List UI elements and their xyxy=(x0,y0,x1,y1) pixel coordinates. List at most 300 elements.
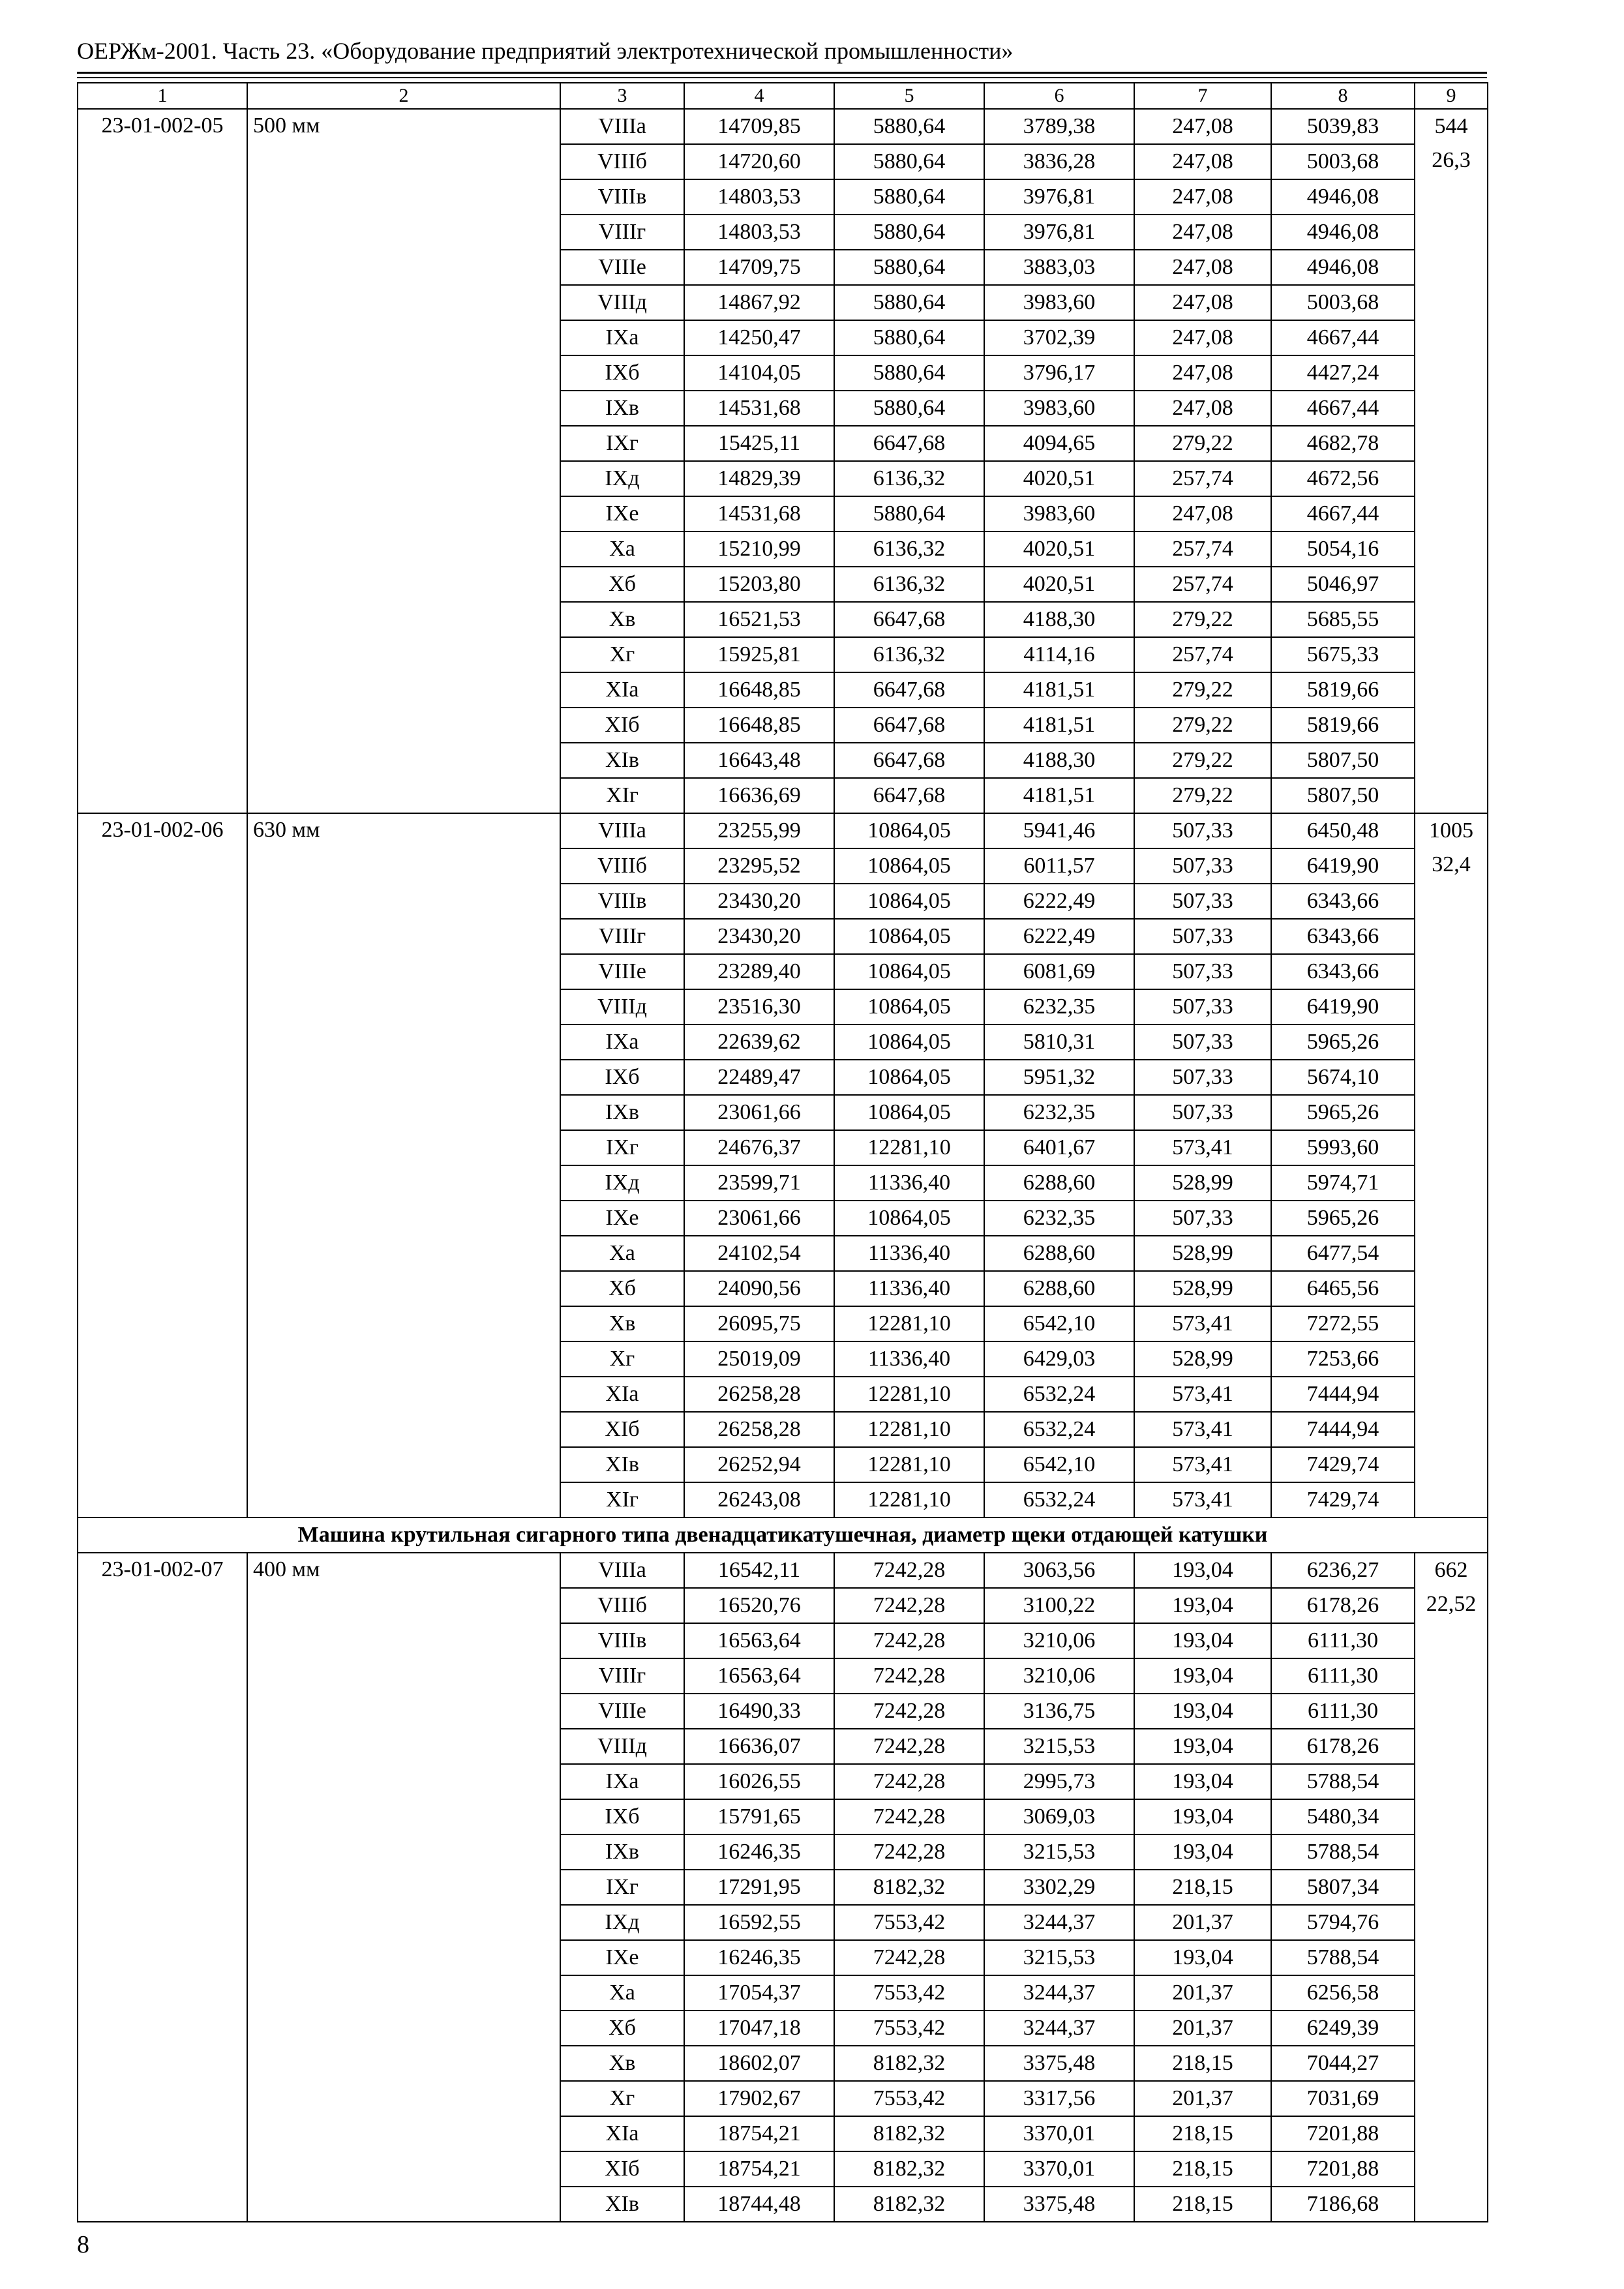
materials-cell: 4667,44 xyxy=(1271,391,1415,426)
zone-cell: XIa xyxy=(560,2116,684,2151)
total-cost-cell: 14104,05 xyxy=(684,355,834,391)
machinist-wages-cell: 193,04 xyxy=(1134,1553,1271,1588)
zone-cell: VIIIб xyxy=(560,1588,684,1623)
wages-cell: 7242,28 xyxy=(834,1764,984,1799)
total-cost-cell: 24090,56 xyxy=(684,1271,834,1306)
machinist-wages-cell: 201,37 xyxy=(1134,2081,1271,2116)
materials-cell: 5788,54 xyxy=(1271,1940,1415,1975)
machinist-wages-cell: 247,08 xyxy=(1134,391,1271,426)
materials-cell: 6477,54 xyxy=(1271,1236,1415,1271)
machinist-wages-cell: 528,99 xyxy=(1134,1165,1271,1201)
zone-cell: VIIIг xyxy=(560,919,684,954)
machinist-wages-cell: 573,41 xyxy=(1134,1130,1271,1165)
materials-cell: 6111,30 xyxy=(1271,1623,1415,1658)
machines-cell: 3976,81 xyxy=(984,179,1134,215)
total-cost-cell: 16542,11 xyxy=(684,1553,834,1588)
materials-cell: 4672,56 xyxy=(1271,461,1415,496)
wages-cell: 5880,64 xyxy=(834,144,984,179)
zone-cell: IXв xyxy=(560,391,684,426)
machines-cell: 3883,03 xyxy=(984,250,1134,285)
materials-cell: 6256,58 xyxy=(1271,1975,1415,2011)
wages-cell: 10864,05 xyxy=(834,1025,984,1060)
machinist-wages-cell: 247,08 xyxy=(1134,285,1271,320)
zone-cell: XIг xyxy=(560,1482,684,1518)
wages-cell: 5880,64 xyxy=(834,179,984,215)
materials-cell: 5807,50 xyxy=(1271,778,1415,813)
zone-cell: XIг xyxy=(560,778,684,813)
machinist-wages-cell: 507,33 xyxy=(1134,954,1271,989)
zone-cell: IXб xyxy=(560,1799,684,1834)
wages-cell: 5880,64 xyxy=(834,391,984,426)
wages-cell: 8182,32 xyxy=(834,2116,984,2151)
total-cost-cell: 23289,40 xyxy=(684,954,834,989)
labor-grade-value: 26,3 xyxy=(1432,148,1471,172)
total-cost-cell: 16643,48 xyxy=(684,743,834,778)
zone-cell: IXг xyxy=(560,1870,684,1905)
wages-cell: 10864,05 xyxy=(834,884,984,919)
column-number-row xyxy=(78,83,1488,109)
materials-cell: 5807,34 xyxy=(1271,1870,1415,1905)
machines-cell: 4114,16 xyxy=(984,637,1134,672)
machines-cell: 6401,67 xyxy=(984,1130,1134,1165)
wages-cell: 5880,64 xyxy=(834,320,984,355)
column-number: 8 xyxy=(1271,83,1415,109)
column-number: 2 xyxy=(247,83,560,109)
machines-cell: 2995,73 xyxy=(984,1764,1134,1799)
machinist-wages-cell: 507,33 xyxy=(1134,989,1271,1025)
materials-cell: 5965,26 xyxy=(1271,1201,1415,1236)
machines-cell: 4181,51 xyxy=(984,708,1134,743)
machinist-wages-cell: 218,15 xyxy=(1134,2187,1271,2222)
materials-cell: 5054,16 xyxy=(1271,531,1415,567)
machines-cell: 6532,24 xyxy=(984,1412,1134,1447)
machines-cell: 3215,53 xyxy=(984,1940,1134,1975)
machinist-wages-cell: 279,22 xyxy=(1134,602,1271,637)
wages-cell: 12281,10 xyxy=(834,1412,984,1447)
machines-cell: 3100,22 xyxy=(984,1588,1134,1623)
total-cost-cell: 25019,09 xyxy=(684,1341,834,1377)
machines-cell: 6288,60 xyxy=(984,1165,1134,1201)
materials-cell: 6249,39 xyxy=(1271,2011,1415,2046)
total-cost-cell: 16521,53 xyxy=(684,602,834,637)
wages-cell: 7242,28 xyxy=(834,1623,984,1658)
column-number: 4 xyxy=(684,83,834,109)
machinist-wages-cell: 528,99 xyxy=(1134,1236,1271,1271)
total-cost-cell: 23430,20 xyxy=(684,919,834,954)
wages-cell: 7242,28 xyxy=(834,1799,984,1834)
materials-cell: 7444,94 xyxy=(1271,1412,1415,1447)
column-number: 7 xyxy=(1134,83,1271,109)
wages-cell: 10864,05 xyxy=(834,919,984,954)
zone-cell: Xa xyxy=(560,1975,684,2011)
machines-cell: 3215,53 xyxy=(984,1729,1134,1764)
section-title: Машина крутильная сигарного типа двенадцатикатушечная, диаметр щеки отдающей катушки xyxy=(78,1518,1488,1553)
zone-cell: VIIIе xyxy=(560,250,684,285)
zone-cell: Xб xyxy=(560,567,684,602)
machines-cell: 4181,51 xyxy=(984,672,1134,708)
machinist-wages-cell: 247,08 xyxy=(1134,144,1271,179)
total-cost-cell: 22489,47 xyxy=(684,1060,834,1095)
wages-cell: 5880,64 xyxy=(834,215,984,250)
column-number: 9 xyxy=(1415,83,1488,109)
zone-cell: VIIIе xyxy=(560,954,684,989)
total-cost-cell: 16563,64 xyxy=(684,1658,834,1694)
machines-cell: 3210,06 xyxy=(984,1658,1134,1694)
total-cost-cell: 16490,33 xyxy=(684,1694,834,1729)
total-cost-cell: 15925,81 xyxy=(684,637,834,672)
column-number: 3 xyxy=(560,83,684,109)
zone-cell: Xв xyxy=(560,2046,684,2081)
wages-cell: 7553,42 xyxy=(834,2011,984,2046)
materials-cell: 6450,48 xyxy=(1271,813,1415,848)
table-row xyxy=(78,1553,1488,1588)
machines-cell: 3244,37 xyxy=(984,1975,1134,2011)
wages-cell: 7242,28 xyxy=(834,1553,984,1588)
wages-cell: 7553,42 xyxy=(834,2081,984,2116)
machinist-wages-cell: 507,33 xyxy=(1134,884,1271,919)
machinist-wages-cell: 507,33 xyxy=(1134,1025,1271,1060)
wages-cell: 6647,68 xyxy=(834,778,984,813)
materials-cell: 5039,83 xyxy=(1271,109,1415,144)
machines-cell: 5810,31 xyxy=(984,1025,1134,1060)
wages-cell: 7242,28 xyxy=(834,1940,984,1975)
machines-cell: 3244,37 xyxy=(984,2011,1134,2046)
machinist-wages-cell: 218,15 xyxy=(1134,1870,1271,1905)
machines-cell: 6288,60 xyxy=(984,1271,1134,1306)
wages-cell: 5880,64 xyxy=(834,250,984,285)
materials-cell: 5788,54 xyxy=(1271,1834,1415,1870)
machines-cell: 6232,35 xyxy=(984,1095,1134,1130)
wages-cell: 11336,40 xyxy=(834,1165,984,1201)
wages-cell: 6647,68 xyxy=(834,602,984,637)
machines-cell: 4020,51 xyxy=(984,531,1134,567)
labor-hours-value: 662 xyxy=(1434,1558,1468,1582)
total-cost-cell: 23430,20 xyxy=(684,884,834,919)
wages-cell: 8182,32 xyxy=(834,1870,984,1905)
zone-cell: VIIIв xyxy=(560,179,684,215)
total-cost-cell: 26095,75 xyxy=(684,1306,834,1341)
machines-cell: 3789,38 xyxy=(984,109,1134,144)
wages-cell: 12281,10 xyxy=(834,1377,984,1412)
wages-cell: 7242,28 xyxy=(834,1694,984,1729)
zone-cell: Xв xyxy=(560,602,684,637)
labor-hours-value: 544 xyxy=(1434,114,1468,138)
total-cost-cell: 15210,99 xyxy=(684,531,834,567)
zone-cell: Xг xyxy=(560,2081,684,2116)
machines-cell: 6542,10 xyxy=(984,1447,1134,1482)
wages-cell: 10864,05 xyxy=(834,813,984,848)
materials-cell: 5974,71 xyxy=(1271,1165,1415,1201)
machinist-wages-cell: 257,74 xyxy=(1134,637,1271,672)
machines-cell: 6232,35 xyxy=(984,989,1134,1025)
total-cost-cell: 16636,69 xyxy=(684,778,834,813)
zone-cell: VIIIa xyxy=(560,109,684,144)
materials-cell: 5965,26 xyxy=(1271,1025,1415,1060)
total-cost-cell: 14709,85 xyxy=(684,109,834,144)
wages-cell: 8182,32 xyxy=(834,2187,984,2222)
zone-cell: IXв xyxy=(560,1095,684,1130)
machinist-wages-cell: 507,33 xyxy=(1134,848,1271,884)
machinist-wages-cell: 218,15 xyxy=(1134,2046,1271,2081)
machinist-wages-cell: 247,08 xyxy=(1134,215,1271,250)
table-row xyxy=(78,109,1488,144)
total-cost-cell: 14250,47 xyxy=(684,320,834,355)
zone-cell: VIIIб xyxy=(560,848,684,884)
total-cost-cell: 16648,85 xyxy=(684,708,834,743)
materials-cell: 5965,26 xyxy=(1271,1095,1415,1130)
machines-cell: 6288,60 xyxy=(984,1236,1134,1271)
wages-cell: 7242,28 xyxy=(834,1658,984,1694)
total-cost-cell: 26243,08 xyxy=(684,1482,834,1518)
wages-cell: 11336,40 xyxy=(834,1271,984,1306)
machinist-wages-cell: 573,41 xyxy=(1134,1482,1271,1518)
wages-cell: 7242,28 xyxy=(834,1588,984,1623)
column-number: 6 xyxy=(984,83,1134,109)
header-rule-thin xyxy=(77,77,1487,78)
machines-cell: 5941,46 xyxy=(984,813,1134,848)
position-code: 23-01-002-06 xyxy=(78,813,247,1518)
total-cost-cell: 23061,66 xyxy=(684,1201,834,1236)
zone-cell: IXa xyxy=(560,320,684,355)
machinist-wages-cell: 507,33 xyxy=(1134,1060,1271,1095)
wages-cell: 6136,32 xyxy=(834,567,984,602)
total-cost-cell: 18602,07 xyxy=(684,2046,834,2081)
wages-cell: 12281,10 xyxy=(834,1447,984,1482)
machinist-wages-cell: 193,04 xyxy=(1134,1764,1271,1799)
wages-cell: 10864,05 xyxy=(834,1095,984,1130)
wages-cell: 5880,64 xyxy=(834,355,984,391)
machines-cell: 3375,48 xyxy=(984,2046,1134,2081)
zone-cell: VIIIa xyxy=(560,1553,684,1588)
materials-cell: 7272,55 xyxy=(1271,1306,1415,1341)
machines-cell: 4094,65 xyxy=(984,426,1134,461)
wages-cell: 10864,05 xyxy=(834,1060,984,1095)
wages-cell: 5880,64 xyxy=(834,285,984,320)
machinist-wages-cell: 247,08 xyxy=(1134,355,1271,391)
materials-cell: 6343,66 xyxy=(1271,954,1415,989)
machinist-wages-cell: 573,41 xyxy=(1134,1377,1271,1412)
zone-cell: IXе xyxy=(560,496,684,531)
materials-cell: 5003,68 xyxy=(1271,144,1415,179)
machines-cell: 4188,30 xyxy=(984,602,1134,637)
materials-cell: 4667,44 xyxy=(1271,320,1415,355)
materials-cell: 7429,74 xyxy=(1271,1482,1415,1518)
total-cost-cell: 16246,35 xyxy=(684,1940,834,1975)
machinist-wages-cell: 279,22 xyxy=(1134,672,1271,708)
machines-cell: 3069,03 xyxy=(984,1799,1134,1834)
total-cost-cell: 18754,21 xyxy=(684,2116,834,2151)
total-cost-cell: 14531,68 xyxy=(684,496,834,531)
machinist-wages-cell: 193,04 xyxy=(1134,1834,1271,1870)
machinist-wages-cell: 507,33 xyxy=(1134,1201,1271,1236)
materials-cell: 7429,74 xyxy=(1271,1447,1415,1482)
total-cost-cell: 23061,66 xyxy=(684,1095,834,1130)
labor-grade-value: 22,52 xyxy=(1426,1592,1477,1616)
machinist-wages-cell: 193,04 xyxy=(1134,1694,1271,1729)
materials-cell: 5993,60 xyxy=(1271,1130,1415,1165)
labor-cell xyxy=(1415,813,1488,1518)
table-body xyxy=(78,83,1488,2222)
zone-cell: IXг xyxy=(560,426,684,461)
total-cost-cell: 14867,92 xyxy=(684,285,834,320)
total-cost-cell: 15425,11 xyxy=(684,426,834,461)
materials-cell: 5794,76 xyxy=(1271,1905,1415,1940)
total-cost-cell: 15203,80 xyxy=(684,567,834,602)
materials-cell: 6178,26 xyxy=(1271,1729,1415,1764)
materials-cell: 5819,66 xyxy=(1271,708,1415,743)
machinist-wages-cell: 573,41 xyxy=(1134,1412,1271,1447)
machines-cell: 6429,03 xyxy=(984,1341,1134,1377)
total-cost-cell: 16648,85 xyxy=(684,672,834,708)
machinist-wages-cell: 507,33 xyxy=(1134,1095,1271,1130)
machines-cell: 3210,06 xyxy=(984,1623,1134,1658)
machines-cell: 6532,24 xyxy=(984,1482,1134,1518)
materials-cell: 6419,90 xyxy=(1271,848,1415,884)
machines-cell: 3136,75 xyxy=(984,1694,1134,1729)
zone-cell: VIIIг xyxy=(560,215,684,250)
materials-cell: 6343,66 xyxy=(1271,884,1415,919)
materials-cell: 6111,30 xyxy=(1271,1694,1415,1729)
machines-cell: 6222,49 xyxy=(984,884,1134,919)
materials-cell: 4946,08 xyxy=(1271,179,1415,215)
total-cost-cell: 14803,53 xyxy=(684,179,834,215)
labor-hours-value: 1005 xyxy=(1429,818,1473,843)
total-cost-cell: 15791,65 xyxy=(684,1799,834,1834)
machines-cell: 6222,49 xyxy=(984,919,1134,954)
position-code: 23-01-002-07 xyxy=(78,1553,247,2222)
wages-cell: 7553,42 xyxy=(834,1975,984,2011)
wages-cell: 5880,64 xyxy=(834,496,984,531)
wages-cell: 6136,32 xyxy=(834,637,984,672)
machines-cell: 4181,51 xyxy=(984,778,1134,813)
machinist-wages-cell: 279,22 xyxy=(1134,426,1271,461)
machinist-wages-cell: 247,08 xyxy=(1134,250,1271,285)
zone-cell: XIв xyxy=(560,1447,684,1482)
total-cost-cell: 16520,76 xyxy=(684,1588,834,1623)
total-cost-cell: 16592,55 xyxy=(684,1905,834,1940)
machinist-wages-cell: 257,74 xyxy=(1134,567,1271,602)
machines-cell: 3063,56 xyxy=(984,1553,1134,1588)
wages-cell: 10864,05 xyxy=(834,848,984,884)
machines-cell: 4020,51 xyxy=(984,461,1134,496)
position-name: 630 мм xyxy=(247,813,560,1518)
zone-cell: VIIIд xyxy=(560,1729,684,1764)
materials-cell: 7044,27 xyxy=(1271,2046,1415,2081)
total-cost-cell: 24102,54 xyxy=(684,1236,834,1271)
wages-cell: 12281,10 xyxy=(834,1130,984,1165)
zone-cell: IXг xyxy=(560,1130,684,1165)
machinist-wages-cell: 279,22 xyxy=(1134,743,1271,778)
machinist-wages-cell: 247,08 xyxy=(1134,109,1271,144)
machines-cell: 3983,60 xyxy=(984,496,1134,531)
materials-cell: 4427,24 xyxy=(1271,355,1415,391)
labor-grade-value: 32,4 xyxy=(1432,852,1471,876)
machines-cell: 3983,60 xyxy=(984,285,1134,320)
machines-cell: 3702,39 xyxy=(984,320,1134,355)
total-cost-cell: 23295,52 xyxy=(684,848,834,884)
zone-cell: Xa xyxy=(560,531,684,567)
machinist-wages-cell: 528,99 xyxy=(1134,1271,1271,1306)
position-name: 500 мм xyxy=(247,109,560,813)
machinist-wages-cell: 573,41 xyxy=(1134,1306,1271,1341)
total-cost-cell: 14803,53 xyxy=(684,215,834,250)
page-header: ОЕРЖм-2001. Часть 23. «Оборудование предприятий электротехнической промышленности» xyxy=(77,38,1014,64)
materials-cell: 5819,66 xyxy=(1271,672,1415,708)
materials-cell: 5685,55 xyxy=(1271,602,1415,637)
materials-cell: 5807,50 xyxy=(1271,743,1415,778)
machinist-wages-cell: 247,08 xyxy=(1134,179,1271,215)
zone-cell: Xa xyxy=(560,1236,684,1271)
wages-cell: 5880,64 xyxy=(834,109,984,144)
total-cost-cell: 17054,37 xyxy=(684,1975,834,2011)
zone-cell: IXб xyxy=(560,355,684,391)
zone-cell: XIб xyxy=(560,708,684,743)
zone-cell: IXе xyxy=(560,1940,684,1975)
materials-cell: 4946,08 xyxy=(1271,215,1415,250)
materials-cell: 7444,94 xyxy=(1271,1377,1415,1412)
price-table xyxy=(77,82,1488,2222)
machinist-wages-cell: 279,22 xyxy=(1134,778,1271,813)
total-cost-cell: 16026,55 xyxy=(684,1764,834,1799)
materials-cell: 7201,88 xyxy=(1271,2116,1415,2151)
machinist-wages-cell: 218,15 xyxy=(1134,2151,1271,2187)
machinist-wages-cell: 528,99 xyxy=(1134,1341,1271,1377)
wages-cell: 7242,28 xyxy=(834,1834,984,1870)
machines-cell: 3370,01 xyxy=(984,2151,1134,2187)
machines-cell: 3370,01 xyxy=(984,2116,1134,2151)
machinist-wages-cell: 247,08 xyxy=(1134,496,1271,531)
total-cost-cell: 16563,64 xyxy=(684,1623,834,1658)
zone-cell: VIIIв xyxy=(560,1623,684,1658)
zone-cell: VIIIб xyxy=(560,144,684,179)
table-row xyxy=(78,813,1488,848)
materials-cell: 7201,88 xyxy=(1271,2151,1415,2187)
materials-cell: 6178,26 xyxy=(1271,1588,1415,1623)
wages-cell: 6136,32 xyxy=(834,531,984,567)
total-cost-cell: 22639,62 xyxy=(684,1025,834,1060)
total-cost-cell: 14709,75 xyxy=(684,250,834,285)
materials-cell: 5480,34 xyxy=(1271,1799,1415,1834)
machinist-wages-cell: 193,04 xyxy=(1134,1940,1271,1975)
wages-cell: 10864,05 xyxy=(834,1201,984,1236)
zone-cell: VIIIг xyxy=(560,1658,684,1694)
zone-cell: IXд xyxy=(560,461,684,496)
zone-cell: IXе xyxy=(560,1201,684,1236)
labor-cell xyxy=(1415,1553,1488,2222)
zone-cell: VIIIе xyxy=(560,1694,684,1729)
wages-cell: 10864,05 xyxy=(834,989,984,1025)
machinist-wages-cell: 201,37 xyxy=(1134,2011,1271,2046)
machinist-wages-cell: 257,74 xyxy=(1134,531,1271,567)
total-cost-cell: 23516,30 xyxy=(684,989,834,1025)
machines-cell: 3836,28 xyxy=(984,144,1134,179)
materials-cell: 5046,97 xyxy=(1271,567,1415,602)
total-cost-cell: 18754,21 xyxy=(684,2151,834,2187)
position-name: 400 мм xyxy=(247,1553,560,2222)
zone-cell: XIa xyxy=(560,1377,684,1412)
total-cost-cell: 17902,67 xyxy=(684,2081,834,2116)
materials-cell: 6111,30 xyxy=(1271,1658,1415,1694)
wages-cell: 6647,68 xyxy=(834,672,984,708)
zone-cell: XIa xyxy=(560,672,684,708)
zone-cell: VIIIд xyxy=(560,989,684,1025)
position-code: 23-01-002-05 xyxy=(78,109,247,813)
wages-cell: 12281,10 xyxy=(834,1482,984,1518)
machines-cell: 6232,35 xyxy=(984,1201,1134,1236)
zone-cell: XIб xyxy=(560,1412,684,1447)
wages-cell: 7553,42 xyxy=(834,1905,984,1940)
total-cost-cell: 16636,07 xyxy=(684,1729,834,1764)
